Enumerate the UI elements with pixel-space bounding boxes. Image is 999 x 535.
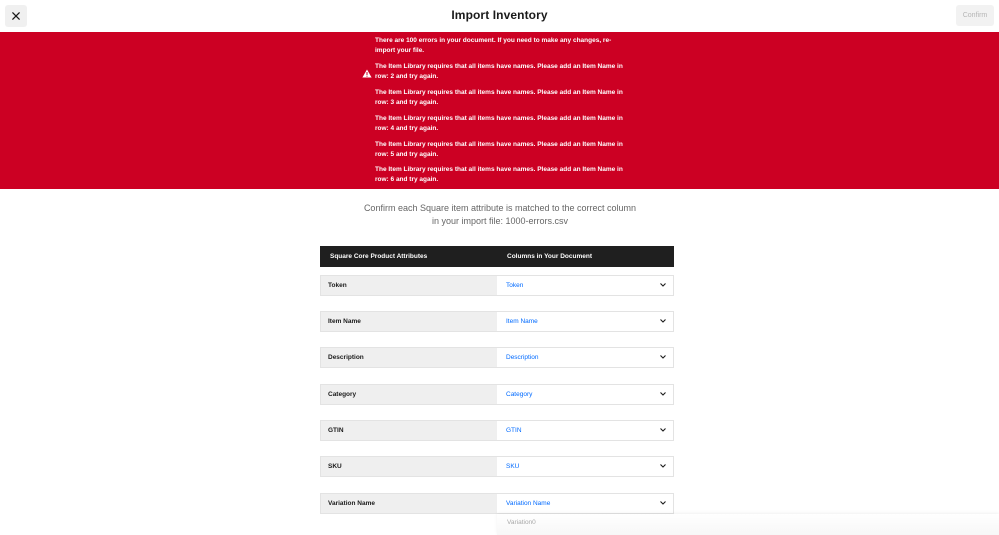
error-message: The Item Library requires that all items have names. Please add an Item Name in row: 3 and try again. <box>375 89 623 106</box>
error-message: The Item Library requires that all items have names. Please add an Item Name in row: 2 and try again. <box>375 63 623 80</box>
column-select-value: Item Name <box>506 318 538 325</box>
chevron-down-icon <box>660 355 666 359</box>
error-summary: There are 100 errors in your document. If you need to make any changes, re-import your file. <box>375 37 612 54</box>
column-select[interactable] <box>499 494 673 513</box>
chevron-down-icon <box>660 319 666 323</box>
column-select-value: SKU <box>506 463 520 470</box>
column-select-value: Token <box>506 282 524 289</box>
column-select-value: GTIN <box>506 427 522 434</box>
attribute-label: Item Name <box>321 312 497 331</box>
column-select[interactable] <box>499 348 673 367</box>
column-dropdown-list <box>497 514 999 535</box>
attribute-label: GTIN <box>321 421 497 440</box>
error-banner <box>0 32 999 189</box>
attribute-label: SKU <box>321 457 497 476</box>
chevron-down-icon <box>660 392 666 396</box>
column-select-value: Variation Name <box>506 500 551 507</box>
modal-header <box>0 0 999 32</box>
mapping-row <box>320 456 674 477</box>
confirm-button[interactable]: Confirm <box>956 5 994 26</box>
warning-icon <box>362 69 372 78</box>
instructions-text: Confirm each Square item attribute is matched to the correct column in your import file: 1000-errors.csv <box>363 203 637 226</box>
mapping-row <box>320 275 674 296</box>
mapping-row <box>320 311 674 332</box>
column-select-value: Category <box>506 391 533 398</box>
column-select-value: Description <box>506 354 539 361</box>
attribute-label: Token <box>321 276 497 295</box>
mapping-row <box>320 347 674 368</box>
error-message: The Item Library requires that all items have names. Please add an Item Name in row: 6 and try again. <box>375 166 623 183</box>
mapping-row <box>320 493 674 514</box>
attribute-label: Category <box>321 385 497 404</box>
mapping-row <box>320 384 674 405</box>
column-select[interactable] <box>499 457 673 476</box>
chevron-down-icon <box>660 428 666 432</box>
page-title: Import Inventory <box>451 8 548 22</box>
column-header-document: Columns in Your Document <box>507 253 592 260</box>
column-select[interactable] <box>499 276 673 295</box>
mapping-row <box>320 420 674 441</box>
column-select[interactable] <box>499 312 673 331</box>
chevron-down-icon <box>660 283 666 287</box>
column-select[interactable] <box>499 421 673 440</box>
error-message: The Item Library requires that all items have names. Please add an Item Name in row: 5 and try again. <box>375 141 623 158</box>
attribute-label: Variation Name <box>321 494 497 513</box>
chevron-down-icon <box>660 501 666 505</box>
chevron-down-icon <box>660 464 666 468</box>
column-select[interactable] <box>499 385 673 404</box>
attribute-label: Description <box>321 348 497 367</box>
column-header-attributes: Square Core Product Attributes <box>330 253 428 260</box>
mapping-table-header <box>320 246 674 267</box>
dropdown-option[interactable]: Variation0 <box>507 519 536 526</box>
error-message: The Item Library requires that all items have names. Please add an Item Name in row: 4 and try again. <box>375 115 623 132</box>
